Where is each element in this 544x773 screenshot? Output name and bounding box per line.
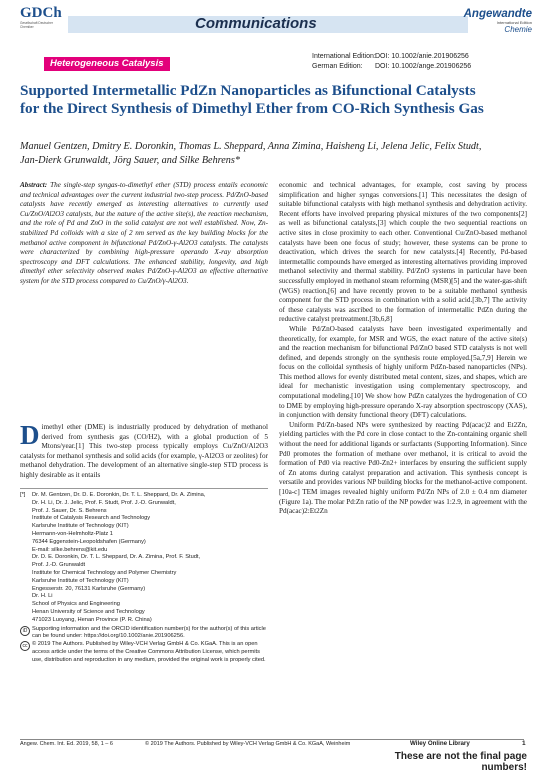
intro-text: imethyl ether (DME) is industrially produced by dehydration of methanol derived from synthesis gas (CO/H2), with a global production of 5 Mtons/year.[1] This two-step process typically employs Cu/ZnO/Al2O3 catalysts for methanol synthesis and solid acids (for example, γ-Al2O3 or zeolites) for methanol dehydration. The development of an alternative single-step STD process is highly desirable as it entails [20,423,268,479]
affiliation-line: Dr. H. Li [32,593,53,600]
edition-dois [312,52,471,71]
affiliations-block [20,492,268,625]
body-paragraph: economic and technical advantages, for example, cost saving by process simplification and higher syngas conversions.[1] This necessitates the design of suitable bifunctional catalysts with high methanol synthesis and dehydration activity. Recent efforts have involved preparing physical mixtures of the two components[2] as well as bifunctional catalysts,[3] which couple the two sequential reactions on active sites in close proximity to each other. Conventional Cu/ZnO-based methanol catalysts have been one focus of study; however, these systems can be prone to deactivation, which drives the search for new catalysts.[4] Recently, Pd-based intermetallic compounds have emerged as interesting alternatives providing improved methanol selectivity and thermal stability. Pd/ZnO systems in particular have been successfully employed in methanol steam reforming (MSR)[5] and the water-gas-shift (WGS) reaction,[6] and have recently proven to be a suitable methanol synthesis component for the STD process in combination with a solid acid.[3b,7] The activity of these catalysts was ascribed to the formation of intermetallic PdZn during the reductive catalyst pretreatment.[3b,6,8] [279,181,527,324]
license-note [20,641,268,664]
intl-doi-link[interactable]: DOI: 10.1002/anie.201906256 [375,53,469,60]
footer-citation: Angew. Chem. Int. Ed. 2019, 58, 1 – 6 [20,741,113,747]
supporting-info-text[interactable]: Supporting information and the ORCID identification number(s) for the author(s) of this article can be found under: https://doi.org/10.1002/anie.201906256. [32,625,266,640]
affiliation-line: Karlsruhe Institute of Technology (KIT) [32,577,129,584]
affiliation-lines [20,492,268,625]
affiliation-line: Engesserstr. 20, 76131 Karlsruhe (Germany) [32,585,146,592]
intl-edition-label: International Edition: [312,53,376,60]
page-number: 1 [522,740,526,747]
gdch-logo-text: GDCh [20,5,62,21]
german-doi-link[interactable]: DOI: 10.1002/ange.201906256 [375,62,472,70]
open-access-icon: cc [20,641,30,651]
topic-tag [44,57,170,71]
affiliation-line: Prof. J. Sauer, Dr. S. Behrens [32,507,107,514]
affiliation-line: Henan University of Science and Technology [32,608,145,615]
body-paragraph: Uniform Pd/Zn-based NPs were synthesized by reacting Pd(acac)2 and Et2Zn, yielding particles with the Pd core in close contact to the Zn-containing organic shell without the need for additional ligands or surfactants (Supporting Information). Since Pd0 promotes the formation of methane over methanol, it is critical to avoid the formation of Pd0 via reactive Pd0-Zn2+ interfaces by ensuring the sufficient supply of Zn atoms during catalyst preparation and activation. This synthesis concept is versatile and provides various NP building blocks for the methanol-active component.[10a-c] TEM images revealed highly uniform Pd/Zn NPs of 2.0 ± 0.4 nm diameter (Figure 1a). The molar Pd:Zn ratio of the NP powder was 1:2.9, in agreement with the Pd(acac)2:Et2Zn [279,420,527,516]
topic-tag-label: Heterogeneous Catalysis [50,58,164,69]
affiliation-line: Prof. J.-D. Grunwaldt [32,562,86,569]
footnote-mark: [*] [20,492,26,498]
body-paragraph: While Pd/ZnO-based catalysts have been investigated experimentally and theoretically, for example, for MSR and WGS, the exact nature of the active site(s) and the reaction mechanism for bifunctional Pd/ZnO based STD catalysts is not well defined, and depends strongly on the synthesis route employed.[5a,7,9] Herein we focus on the colloidal synthesis of highly uniform PdZn-based nanoparticles (NPs). This method allows for evenly distributed metal content, sizes, and shapes, which are ideal for mechanistic investigation using complementary spectroscopy, and computational modeling.[10] We show how PdZn catalyzes the hydrogenation of CO to DME by employing high-pressure operando X-ray absorption spectroscopy (XAS), in conjunction with density functional theory (DFT) calculations. [279,324,527,420]
gdch-logo-subtitle: Gesellschaft Deutscher Chemiker [20,21,53,29]
not-final-notice: These are not the final page numbers! [352,751,527,762]
german-edition-label: German Edition: [312,62,363,70]
footer-copyright: © 2019 The Authors. Published by Wiley-VCH Verlag GmbH & Co. KGaA, Weinheim [145,741,351,747]
journal-name: Angewandte [463,8,532,20]
body-right-column [279,181,527,517]
license-text: © 2019 The Authors. Published by Wiley-VCH Verlag GmbH & Co. KGaA. This is an open access article under the terms of the Creative Commons Attribution License, which permits use, distribution and reproduction in any medium, provided the original work is properly cited. [32,641,266,663]
gdch-logo [20,6,64,36]
affiliation-line: Institute of Catalysis Research and Technology [32,515,151,522]
intro-paragraph [20,420,268,481]
affiliation-line: 471023 Luoyang, Henan Province (P. R. China) [32,616,152,623]
affiliation-line: Dr. H. Li, Dr. J. Jelic, Prof. F. Studt, Prof. J.-D. Grunwaldt, [32,499,176,506]
affiliations-footnote [20,492,268,665]
affiliation-line: Karlsruhe Institute of Technology (KIT) [32,523,129,530]
affiliation-line: Hermann-von-Helmholtz-Platz 1 [32,530,113,537]
affiliation-line: School of Physics and Engineering [32,601,120,608]
affiliation-line: 76344 Eggenstein-Leopoldshafen (Germany) [32,538,146,545]
affiliation-line: Institute for Chemical Technology and Polymer Chemistry [32,569,177,576]
affiliation-line: Dr. D. E. Doronkin, Dr. T. L. Sheppard, Dr. A. Zimina, Prof. F. Studt, [32,554,201,561]
orcid-icon: iD [20,626,30,636]
footnote-divider [20,488,268,489]
supporting-info-note [20,626,268,642]
author-list: Manuel Gentzen, Dmitry E. Doronkin, Thomas L. Sheppard, Anna Zimina, Haisheng Li, Jelena Jelic, Felix Studt, Jan-Dierk Grunwaldt, Jörg Sauer, and Silke Behrens* [20,141,482,166]
affiliation-line: Dr. M. Gentzen, Dr. D. E. Doronkin, Dr. T. L. Sheppard, Dr. A. Zimina, [32,492,206,498]
affiliation-line[interactable]: E-mail: silke.behrens@kit.edu [32,546,108,553]
journal-edition: International Edition [496,20,532,25]
journal-chemie: Chemie [504,25,532,34]
journal-logo [452,8,532,34]
drop-cap: D [20,420,40,450]
abstract [20,181,268,287]
article-title: Supported Intermetallic PdZn Nanoparticles as Bifunctional Catalysts for the Direct Synthesis of Dimethyl Ether from CO-Rich Synthesis Gas [20,82,484,117]
wiley-online-library-link[interactable]: Wiley Online Library [410,740,470,747]
abstract-text: The single-step syngas-to-dimethyl ether (STD) process entails economic and technical advantages over the current industrial two-step process. Pd/ZnO-based catalysts have recently emerged as interesting alternatives to currently used Cu/ZnO/Al2O3 catalysts, but the nature of the active site(s), the reaction mechanism, and the role of Pd and ZnO in the solid catalyst are not well established. Now, Zn-stabilized Pd colloids with a size of 2 nm served as the key building blocks for the methanol active component in bifunctional Pd/ZnO-γ-Al2O3 catalysts. The catalysts were characterized by combining high-pressure operando X-ray absorption spectroscopy and DFT calculations. The enhanced stability, longevity, and high dimethyl ether selectivity observed makes Pd/ZnO-γ-Al2O3 an effective alternative system for the STD process compared to Cu/ZnO/γ-Al2O3. [20,181,268,285]
section-title: Communications [195,15,317,32]
abstract-label: Abstract: [20,181,48,189]
